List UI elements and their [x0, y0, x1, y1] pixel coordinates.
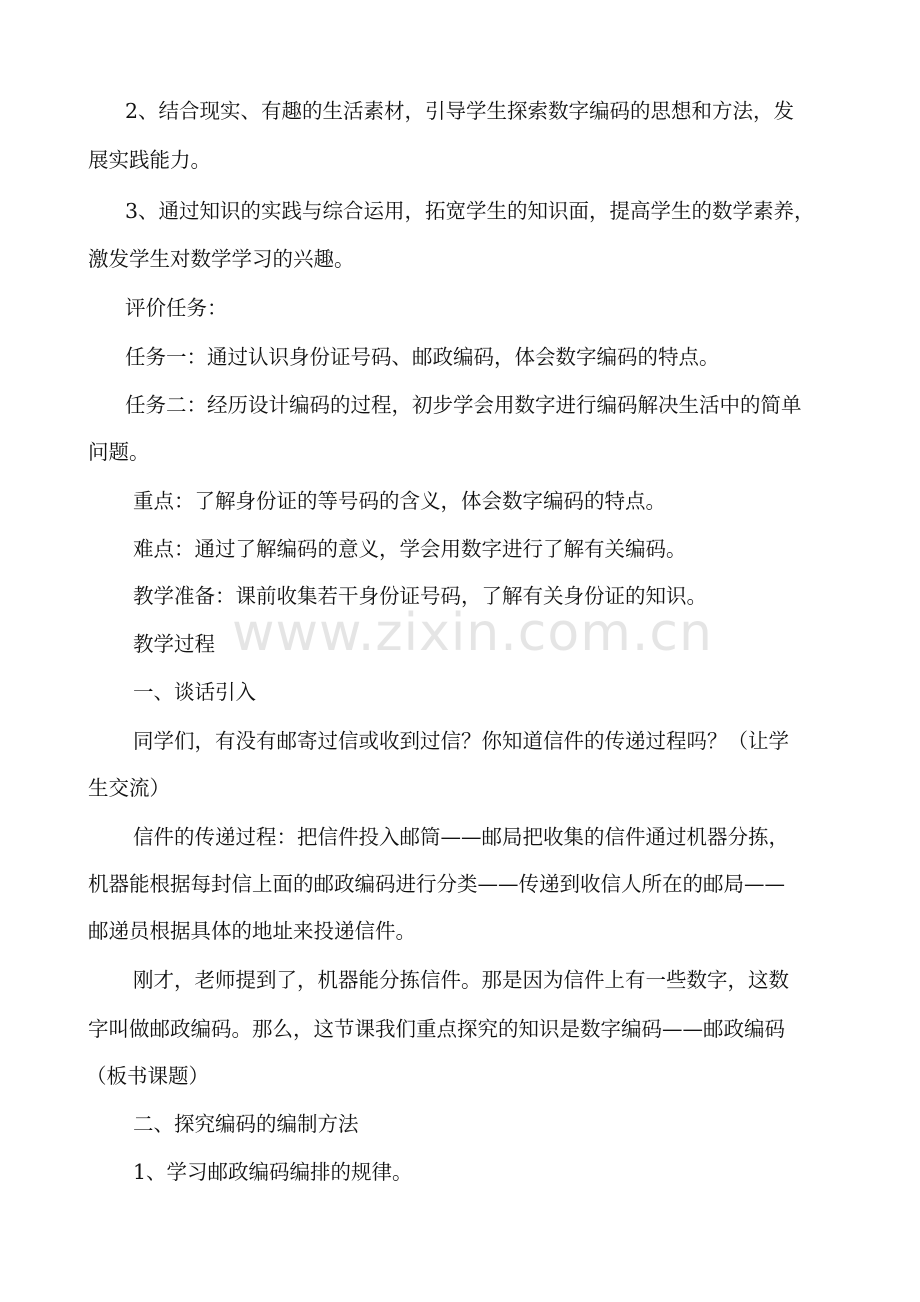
- heading-section-1: 一、谈话引入: [133, 680, 256, 704]
- paragraph-task-1: 任务一：通过认识身份证号码、邮政编码，体会数字编码的特点。: [125, 345, 720, 369]
- paragraph-task-2-line-2: 问题。: [88, 440, 150, 464]
- paragraph-goal-3-line-1: 3、通过知识的实践与综合运用，拓宽学生的知识面，提高学生的数学素养，: [125, 199, 815, 223]
- paragraph-postcode-rules: 1、学习邮政编码编排的规律。: [133, 1160, 413, 1184]
- paragraph-goal-2-line-2: 展实践能力。: [88, 148, 211, 172]
- paragraph-intro-line-1: 同学们，有没有邮寄过信或收到过信？你知道信件的传递过程吗？（让学: [133, 729, 789, 753]
- paragraph-postcode-intro-line-3: （板书课题）: [86, 1064, 209, 1088]
- paragraph-task-2-line-1: 任务二：经历设计编码的过程，初步学会用数字进行编码解决生活中的简单: [125, 393, 802, 417]
- paragraph-postcode-intro-line-2: 字叫做邮政编码。那么，这节课我们重点探究的知识是数字编码——邮政编码: [88, 1017, 785, 1041]
- watermark: www.zixin.com.cn: [232, 603, 713, 663]
- paragraph-mail-process-line-2: 机器能根据每封信上面的邮政编码进行分类——传递到收信人所在的邮局——: [88, 872, 785, 896]
- paragraph-mail-process-line-1: 信件的传递过程：把信件投入邮筒——邮局把收集的信件通过机器分拣，: [133, 825, 789, 849]
- paragraph-mail-process-line-3: 邮递员根据具体的地址来投递信件。: [88, 919, 416, 943]
- paragraph-key-point: 重点：了解身份证的等号码的含义，体会数字编码的特点。: [133, 489, 666, 513]
- heading-evaluation-tasks: 评价任务：: [125, 296, 228, 320]
- paragraph-preparation: 教学准备：课前收集若干身份证号码，了解有关身份证的知识。: [133, 584, 707, 608]
- paragraph-postcode-intro-line-1: 刚才，老师提到了，机器能分拣信件。那是因为信件上有一些数字，这数: [133, 968, 789, 992]
- paragraph-goal-3-line-2: 激发学生对数学学习的兴趣。: [88, 247, 355, 271]
- paragraph-goal-2-line-1: 2、结合现实、有趣的生活素材，引导学生探索数字编码的思想和方法，发: [125, 99, 795, 123]
- paragraph-intro-line-2: 生交流）: [88, 776, 170, 800]
- paragraph-difficulty: 难点：通过了解编码的意义，学会用数字进行了解有关编码。: [133, 537, 687, 561]
- heading-section-2: 二、探究编码的编制方法: [133, 1112, 359, 1136]
- heading-teaching-process: 教学过程: [133, 632, 215, 656]
